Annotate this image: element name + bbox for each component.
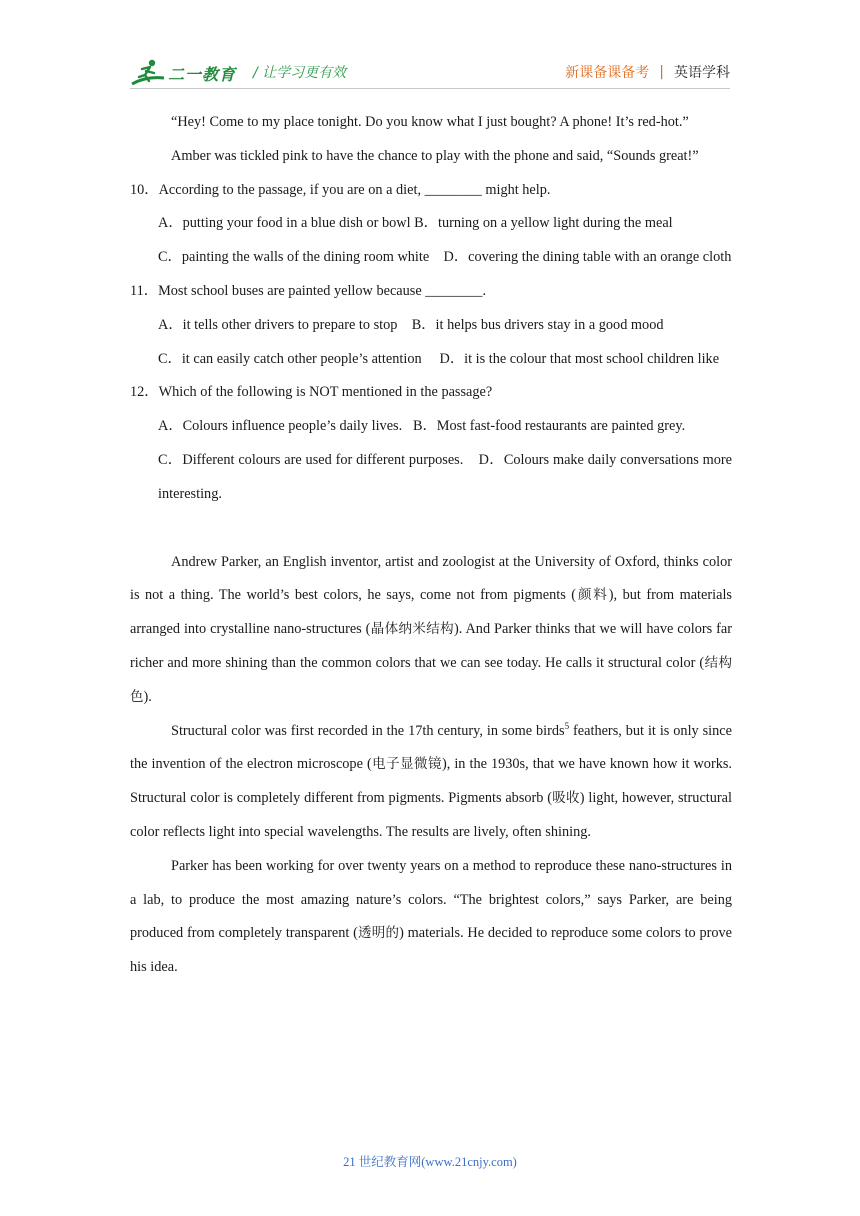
page-footer: 21 世纪教育网(www.21cnjy.com): [343, 1155, 517, 1169]
option-c: C．painting the walls of the dining room white: [158, 249, 430, 266]
option-c: C．Different colours are used for different purposes.: [158, 451, 464, 468]
chinese-gloss: 晶体纳米结构: [370, 621, 454, 638]
options-row: [130, 207, 732, 241]
passage-a-paragraph: Amber was tickled pink to have the chance to play with the phone and said, “Sounds great!”: [171, 147, 699, 164]
option-d: D．Colours make daily conversations more interesting.: [158, 451, 732, 502]
option-b: B．Most fast-food restaurants are painted grey.: [412, 418, 686, 435]
option-a: A．putting your food in a blue dish or bowl: [158, 215, 411, 232]
text-run: ) materials. He decided to reproduce some colors to prove his idea.: [130, 925, 733, 976]
page-content: [130, 106, 732, 985]
text-run: ) light, however, structural color reflects light into special wavelengths. The results are lively, often shining.: [130, 790, 732, 840]
question-stem: 11．Most school buses are painted yellow because ________.: [130, 282, 487, 299]
options-row: [130, 241, 732, 275]
text-run: ), but from materials arranged into crystalline nano-structures (: [130, 587, 732, 638]
chinese-gloss: 电子显微镜: [371, 756, 442, 773]
logo-text: 二一教育: [168, 64, 237, 84]
text-run: Andrew Parker, an English inventor, artist and zoologist at the University of Oxford, thinks color is not a thing. The world’s best colors, he says, come not from pigments (: [130, 553, 732, 604]
option-a: A．Colours influence people’s daily lives.: [158, 418, 403, 435]
header-divider: [130, 88, 730, 89]
slogan: / 让学习更有效: [253, 65, 347, 81]
superscript: 5: [564, 720, 570, 731]
options-row: [130, 309, 732, 343]
chinese-gloss: 透明的: [357, 925, 400, 942]
question-stem: 10．According to the passage, if you are on a diet, ________ might help.: [130, 181, 551, 198]
options-row: [130, 410, 732, 444]
subject-label: 英语学科: [674, 65, 730, 81]
passage-a-paragraph: “Hey! Come to my place tonight. Do you know what I just bought? A phone! It’s red-hot.”: [171, 114, 689, 130]
option-d: D．it is the colour that most school children like: [439, 350, 720, 367]
text-run: ). And Parker thinks that we will have colors far richer and more shining than the common colors that we can see today. He calls it structural color (: [130, 621, 733, 671]
section-gap: [130, 512, 732, 546]
text-run: ), in the 1930s, that we have known how it works. Structural color is completely different from pigments. Pigments absorb (: [130, 756, 732, 807]
options-row: [130, 343, 732, 377]
option-b: B．it helps bus drivers stay in a good mood: [411, 316, 664, 333]
series-label: 新课备课备考: [565, 65, 650, 81]
chinese-gloss: 颜料: [576, 587, 609, 604]
option-a: A．it tells other drivers to prepare to stop: [158, 316, 398, 333]
chinese-gloss: 结构色: [130, 654, 732, 705]
option-c: C．it can easily catch other people’s attention: [158, 350, 422, 367]
text-run: Parker has been working for over twenty years on a method to reproduce these nano-structures in a lab, to produce the most amazing nature’s colors. “The brightest colors,” says Parker, are being produced from completely transparent (: [130, 857, 732, 942]
passage-b-paragraph: [130, 850, 732, 985]
passage-b-paragraph: [130, 546, 732, 715]
question-stem: 12．Which of the following is NOT mentioned in the passage?: [130, 384, 493, 401]
option-b: B．turning on a yellow light during the meal: [414, 215, 673, 232]
option-d: D．covering the dining table with an orange cloth: [443, 249, 732, 266]
text-run: feathers, but it is only since the invention of the electron microscope (: [130, 722, 732, 773]
logo: [130, 58, 236, 88]
chinese-gloss: 吸收: [552, 790, 580, 807]
runner-logo-icon: [130, 58, 166, 88]
passage-b-paragraph: [130, 715, 732, 850]
options-row: [130, 444, 732, 512]
text-run: ).: [143, 688, 152, 705]
page-header: [130, 52, 730, 92]
header-right: [565, 62, 730, 82]
text-run: Structural color was first recorded in the 17th century, in some birds: [171, 722, 565, 739]
header-separator: |: [659, 64, 664, 80]
